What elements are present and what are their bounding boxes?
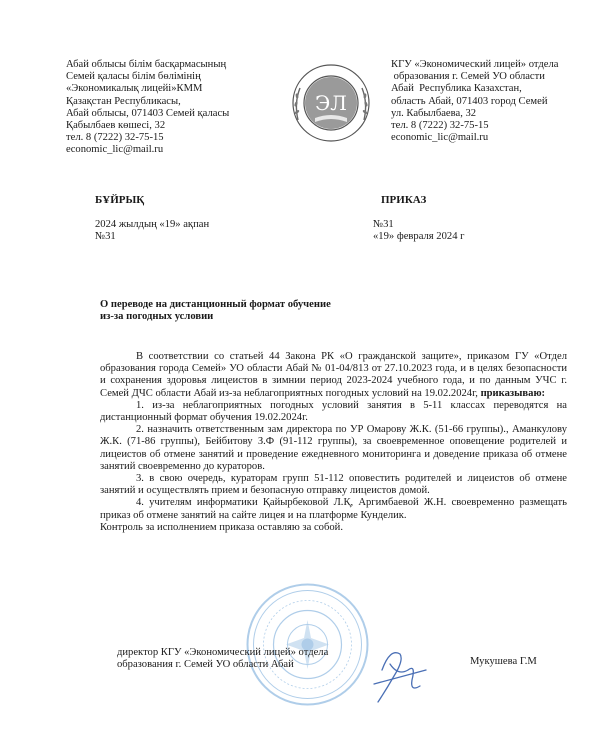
order-date-ru-block (373, 219, 465, 243)
header-left-line: Қазақстан Республикасы, (66, 95, 181, 107)
header-right-line: КГУ «Экономический лицей» отдела (391, 59, 559, 70)
order-intro-text: В соответствии со статьей 44 Закона РК «О гражданской защите», приказом ГУ «Отдел образования города Семей» УО области Абай № 01-04/813 от 27.10.2023 года, и в целях безопасности и сохранения здоровья лицеистов в зимнии период 2023-2024 учебного года, и по данным УЧС г. Семей ДЧС области Абай из-за неблагоприятных погодных условий на 19.02.2024г, (100, 351, 567, 399)
signer-position-line: директор КГУ «Экономический лицей» отдела (117, 647, 329, 658)
order-body (100, 351, 567, 534)
header-right-ru (391, 59, 591, 144)
order-title-ru: ПРИКАЗ (381, 194, 427, 206)
header-left-line: economic_lic@mail.ru (66, 144, 164, 156)
order-subject (100, 299, 420, 323)
header-right-line: тел. 8 (7222) 32-75-15 (391, 120, 489, 132)
lyceum-emblem-icon (288, 60, 374, 146)
order-number-kz: №31 (95, 231, 116, 243)
order-date-kz-block (95, 219, 209, 243)
signer-position-line: образования г. Семей УО области Абай (117, 659, 294, 671)
header-right-line: образования г. Семей УО области (391, 71, 545, 83)
order-directive: приказываю: (480, 387, 546, 399)
header-left-line: тел. 8 (7222) 32-75-15 (66, 132, 164, 144)
header-right-line: область Абай, 071403 город Семей (391, 95, 548, 107)
order-number-ru: №31 (373, 219, 394, 230)
order-control-line: Контроль за исполнением приказа оставляю за собой. (100, 521, 343, 533)
handwritten-signature-icon (360, 640, 440, 710)
order-intro-paragraph (100, 351, 567, 400)
header-right-line: Абай Республика Казахстан, (391, 83, 522, 95)
order-item-3: 3. в свою очередь, кураторам групп 51-112 оповестить родителей и лицеистов об отмене занятий и осуществлять прием и безопасную отправку лицеистов домой. (100, 473, 567, 497)
order-item-1: 1. из-за неблагоприятных погодных условий занятия в 5-11 классах переводятся на дистанционный формат обучения 19.02.2024г. (100, 399, 567, 424)
header-left-line: Семей қаласы білім бөлімінің (66, 71, 201, 83)
order-subject-line: О переводе на дистанционный формат обучение (100, 299, 331, 310)
header-left-kz (66, 59, 316, 157)
header-left-line: «Экономикалық лицейі»КММ (66, 83, 203, 95)
header-left-line: Абай облысы, 071403 Семей қаласы (66, 107, 230, 119)
official-stamp-icon (245, 582, 370, 707)
order-item-2: 2. назначить ответственным зам директора по УР Омарову Ж.К. (51-66 группы)., Аманкулову Ж.К. (71-86 группы), Бейбитову З.Ф (91-112 группы), за своевременное оповещение родителей и лицеистов об отмене занятий и проведение ежедневного мониторинга и доведение приказа об отмене занятий своевременно до кураторов. (100, 424, 567, 472)
signer-position (117, 647, 387, 671)
header-right-line: ул. Кабылбаева, 32 (391, 107, 477, 119)
header-right-line: economic_lic@mail.ru (391, 132, 489, 144)
header-left-line: Қабылбаев көшесі, 32 (66, 120, 166, 132)
order-subject-line: из-за погодных условии (100, 311, 214, 323)
header-left-line: Абай облысы білім басқармасының (66, 59, 227, 70)
director-name: Мукушева Г.М (470, 656, 537, 667)
order-title-kz: БҰЙРЫҚ (95, 194, 145, 206)
order-date-ru: «19» февраля 2024 г (373, 231, 465, 243)
emblem-letters: ЭЛ (315, 91, 347, 115)
order-date-kz: 2024 жылдың «19» ақпан (95, 219, 210, 230)
order-item-4: 4. учителям информатики Қайырбековой Л.Қ, Аргимбаевой Ж.Н. своевременно размещать приказ об отмене занятий на сайте лицея и на платформе Кунделик. (100, 497, 567, 521)
